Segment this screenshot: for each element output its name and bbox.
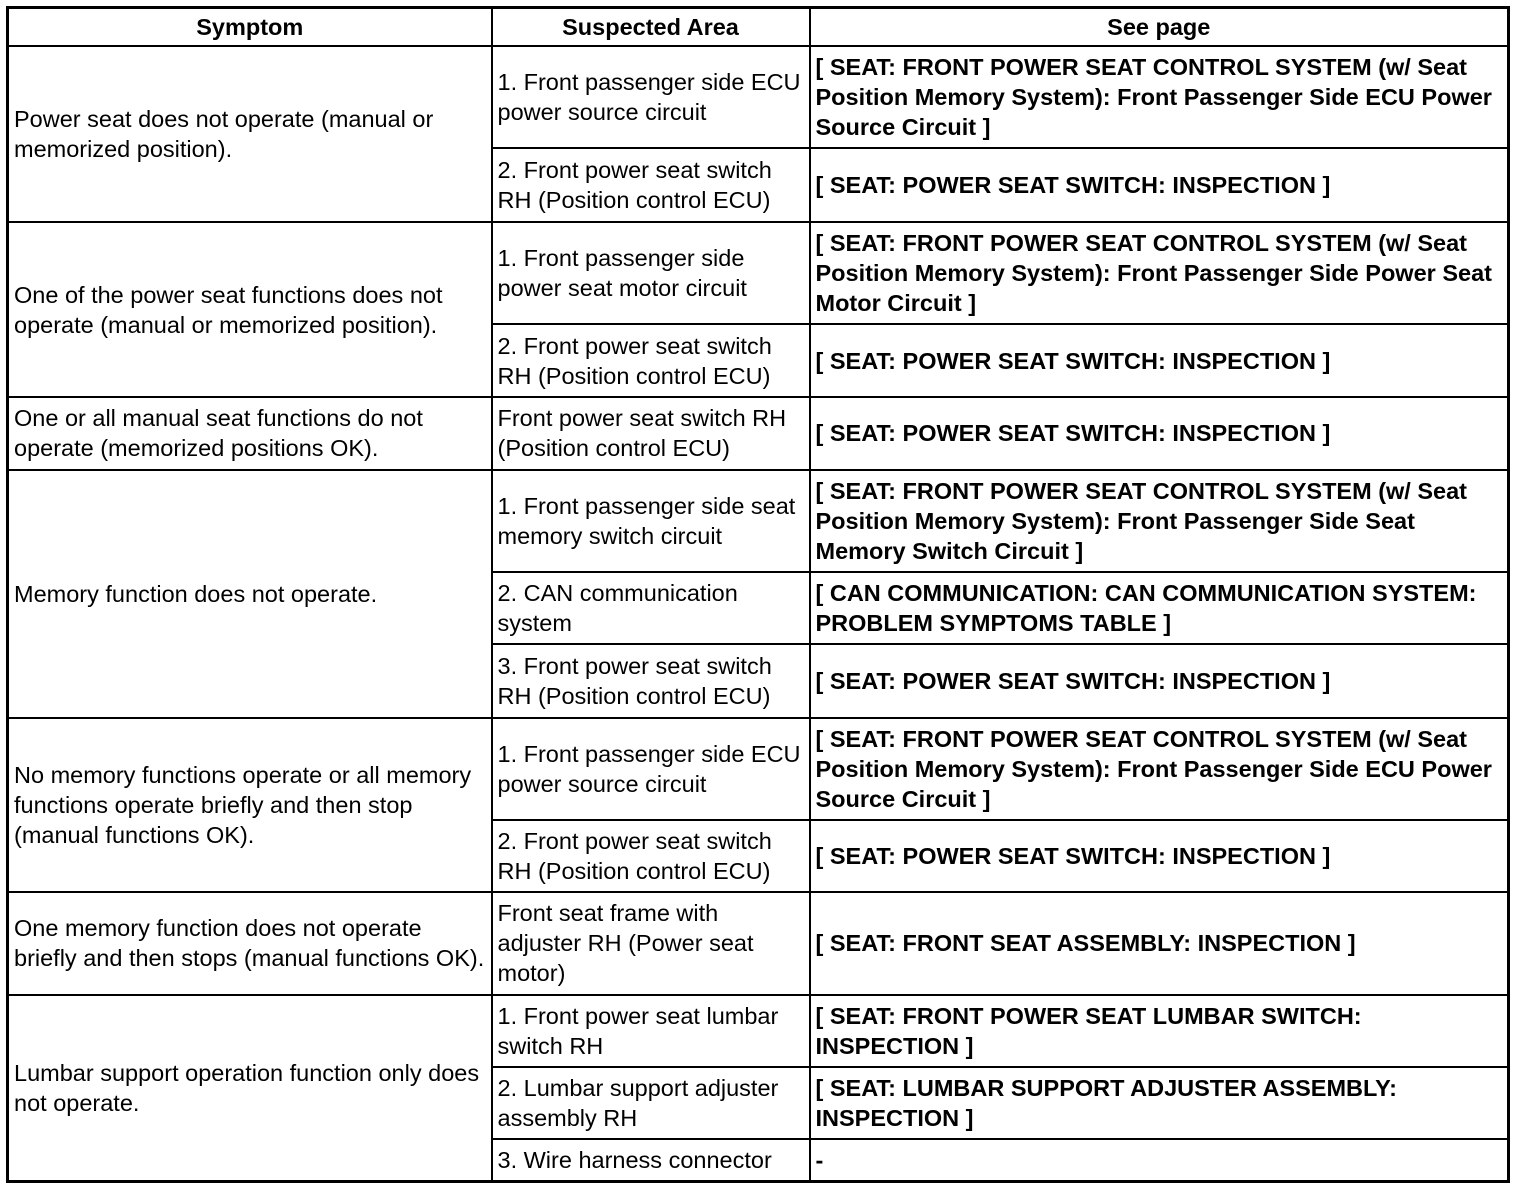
table-row <box>8 397 1509 469</box>
problem-symptoms-table <box>6 6 1510 1183</box>
see-page-link[interactable]: [ SEAT: FRONT POWER SEAT LUMBAR SWITCH: INSPECTION ] <box>810 995 1509 1067</box>
suspected-area-cell: 2. CAN communication system <box>492 572 810 644</box>
suspected-area-cell: 1. Front passenger side power seat motor circuit <box>492 222 810 324</box>
symptom-cell: Lumbar support operation function only does not operate. <box>8 995 492 1182</box>
see-page-link[interactable]: [ SEAT: FRONT POWER SEAT CONTROL SYSTEM (w/ Seat Position Memory System): Front Passenger Side ECU Power Source Circuit ] <box>810 46 1509 148</box>
table-row <box>8 892 1509 994</box>
table-row <box>8 470 1509 572</box>
suspected-area-cell: 1. Front power seat lumbar switch RH <box>492 995 810 1067</box>
see-page-header: See page <box>810 8 1509 47</box>
symptom-cell: Power seat does not operate (manual or memorized position). <box>8 46 492 222</box>
symptom-cell: Memory function does not operate. <box>8 470 492 718</box>
suspected-area-cell: 1. Front passenger side ECU power source circuit <box>492 718 810 820</box>
suspected-area-cell: Front seat frame with adjuster RH (Power seat motor) <box>492 892 810 994</box>
see-page-link[interactable]: [ CAN COMMUNICATION: CAN COMMUNICATION SYSTEM: PROBLEM SYMPTOMS TABLE ] <box>810 572 1509 644</box>
symptom-cell: No memory functions operate or all memory functions operate briefly and then stop (manual functions OK). <box>8 718 492 893</box>
table-row <box>8 995 1509 1067</box>
see-page-link[interactable]: [ SEAT: POWER SEAT SWITCH: INSPECTION ] <box>810 397 1509 469</box>
symptom-cell: One memory function does not operate briefly and then stops (manual functions OK). <box>8 892 492 994</box>
suspected-area-cell: 1. Front passenger side ECU power source circuit <box>492 46 810 148</box>
suspected-area-cell: 2. Lumbar support adjuster assembly RH <box>492 1067 810 1139</box>
see-page-link[interactable]: [ SEAT: FRONT POWER SEAT CONTROL SYSTEM (w/ Seat Position Memory System): Front Passenger Side ECU Power Source Circuit ] <box>810 718 1509 820</box>
see-page-link[interactable]: [ SEAT: POWER SEAT SWITCH: INSPECTION ] <box>810 644 1509 717</box>
symptom-cell: One of the power seat functions does not operate (manual or memorized position). <box>8 222 492 398</box>
see-page-link: - <box>810 1139 1509 1181</box>
see-page-link[interactable]: [ SEAT: POWER SEAT SWITCH: INSPECTION ] <box>810 148 1509 221</box>
suspected-area-cell: 2. Front power seat switch RH (Position control ECU) <box>492 820 810 892</box>
table-row <box>8 718 1509 820</box>
see-page-link[interactable]: [ SEAT: POWER SEAT SWITCH: INSPECTION ] <box>810 324 1509 397</box>
table-row <box>8 222 1509 324</box>
suspected-area-cell: 3. Front power seat switch RH (Position control ECU) <box>492 644 810 717</box>
see-page-link[interactable]: [ SEAT: FRONT SEAT ASSEMBLY: INSPECTION ] <box>810 892 1509 994</box>
suspected-area-cell: 2. Front power seat switch RH (Position control ECU) <box>492 148 810 221</box>
table-row <box>8 46 1509 148</box>
see-page-link[interactable]: [ SEAT: LUMBAR SUPPORT ADJUSTER ASSEMBLY: INSPECTION ] <box>810 1067 1509 1139</box>
suspected-area-header: Suspected Area <box>492 8 810 47</box>
header-row <box>8 8 1509 47</box>
suspected-area-cell: 2. Front power seat switch RH (Position control ECU) <box>492 324 810 397</box>
symptom-cell: One or all manual seat functions do not operate (memorized positions OK). <box>8 397 492 469</box>
suspected-area-cell: Front power seat switch RH (Position control ECU) <box>492 397 810 469</box>
see-page-link[interactable]: [ SEAT: FRONT POWER SEAT CONTROL SYSTEM (w/ Seat Position Memory System): Front Passenger Side Power Seat Motor Circuit ] <box>810 222 1509 324</box>
suspected-area-cell: 1. Front passenger side seat memory switch circuit <box>492 470 810 572</box>
suspected-area-cell: 3. Wire harness connector <box>492 1139 810 1181</box>
see-page-link[interactable]: [ SEAT: FRONT POWER SEAT CONTROL SYSTEM (w/ Seat Position Memory System): Front Passenger Side Seat Memory Switch Circuit ] <box>810 470 1509 572</box>
see-page-link[interactable]: [ SEAT: POWER SEAT SWITCH: INSPECTION ] <box>810 820 1509 892</box>
symptom-header: Symptom <box>8 8 492 47</box>
